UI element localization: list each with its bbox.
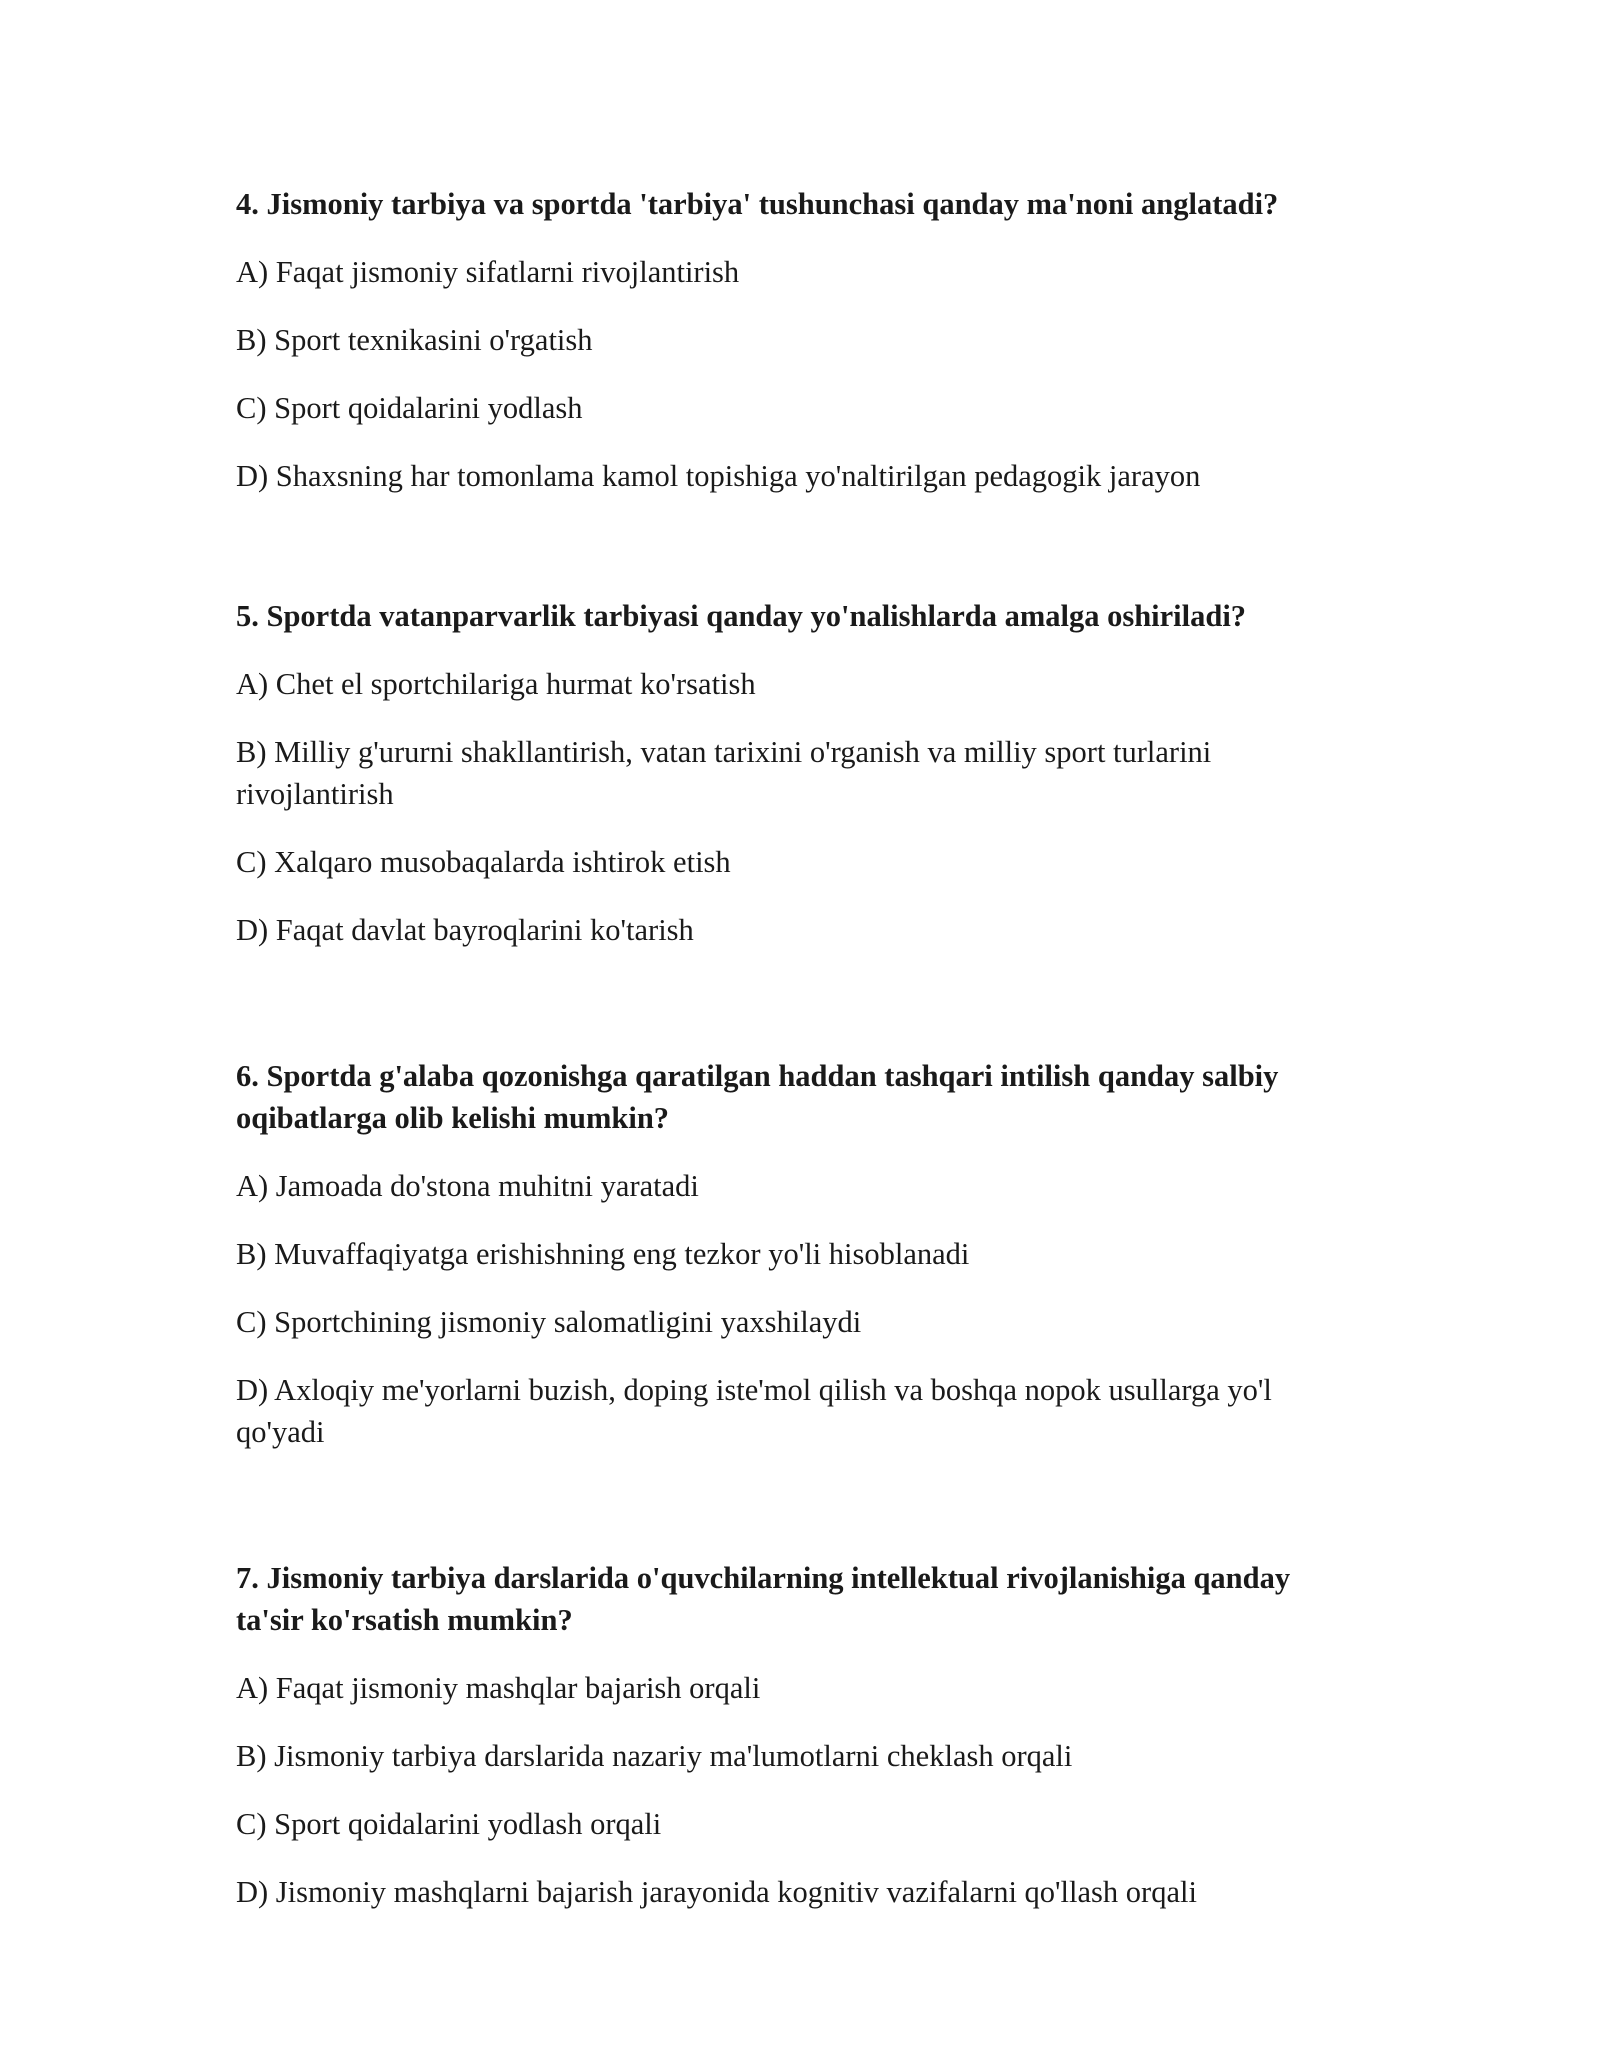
question-block-6 (236, 1055, 1346, 1453)
answer-option-a: A) Faqat jismoniy sifatlarni rivojlantirish (236, 255, 740, 289)
answer-option-a: A) Jamoada do'stona muhitni yaratadi (236, 1169, 699, 1203)
answer-option-c: C) Xalqaro musobaqalarda ishtirok etish (236, 845, 731, 879)
question-block-4 (236, 183, 1346, 497)
answer-option-a: A) Chet el sportchilariga hurmat ko'rsatish (236, 667, 756, 701)
answer-option-c: C) Sportchining jismoniy salomatligini yaxshilaydi (236, 1305, 862, 1339)
answer-option-d: D) Axloqiy me'yorlarni buzish, doping iste'mol qilish va boshqa nopok usullarga yo'l qo'yadi (236, 1373, 1272, 1449)
answer-option-d: D) Faqat davlat bayroqlarini ko'tarish (236, 913, 694, 947)
answer-option-b: B) Milliy g'ururni shakllantirish, vatan tarixini o'rganish va milliy sport turlarini rivojlantirish (236, 735, 1212, 811)
answer-option-b: B) Muvaffaqiyatga erishishning eng tezkor yo'li hisoblanadi (236, 1237, 970, 1271)
question-block-5 (236, 595, 1346, 951)
answer-option-c: C) Sport qoidalarini yodlash orqali (236, 1807, 662, 1841)
question-title: 5. Sportda vatanparvarlik tarbiyasi qanday yo'nalishlarda amalga oshiriladi? (236, 599, 1247, 633)
question-title: 7. Jismoniy tarbiya darslarida o'quvchilarning intellektual rivojlanishiga qanday ta'sir ko'rsatish mumkin? (236, 1561, 1291, 1637)
answer-option-b: B) Sport texnikasini o'rgatish (236, 323, 593, 357)
answer-option-d: D) Shaxsning har tomonlama kamol topishiga yo'naltirilgan pedagogik jarayon (236, 459, 1201, 493)
answer-option-c: C) Sport qoidalarini yodlash (236, 391, 583, 425)
quiz-content (236, 183, 1346, 2009)
answer-option-b: B) Jismoniy tarbiya darslarida nazariy ma'lumotlarni cheklash orqali (236, 1739, 1073, 1773)
question-title: 6. Sportda g'alaba qozonishga qaratilgan haddan tashqari intilish qanday salbiy oqibatlarga olib kelishi mumkin? (236, 1059, 1279, 1135)
question-block-7 (236, 1557, 1346, 1913)
answer-option-d: D) Jismoniy mashqlarni bajarish jarayonida kognitiv vazifalarni qo'llash orqali (236, 1875, 1197, 1909)
answer-option-a: A) Faqat jismoniy mashqlar bajarish orqali (236, 1671, 761, 1705)
question-title: 4. Jismoniy tarbiya va sportda 'tarbiya' tushunchasi qanday ma'noni anglatadi? (236, 187, 1279, 221)
